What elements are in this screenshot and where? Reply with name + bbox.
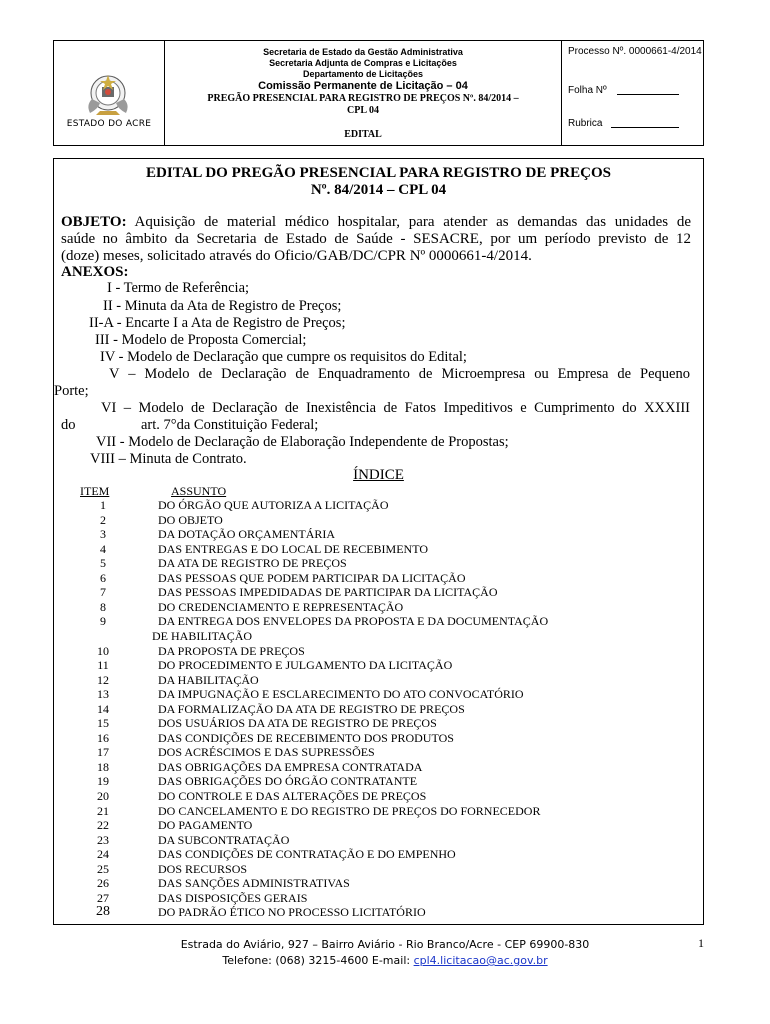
anexo-item: V – Modelo de Declaração de Enquadramento de Microempresa ou Empresa de Pequeno <box>109 366 690 382</box>
row-subject: DO CANCELAMENTO E DO REGISTRO DE PREÇOS DO FORNECEDOR <box>158 803 541 818</box>
row-subject: DOS USUÁRIOS DA ATA DE REGISTRO DE PREÇOS <box>158 716 437 731</box>
row-number: 7 <box>100 585 106 600</box>
header-title-cell <box>165 41 562 145</box>
folha-text: Folha Nº <box>568 85 607 96</box>
row-subject: DA FORMALIZAÇÃO DA ATA DE REGISTRO DE PREÇOS <box>158 701 465 716</box>
page-number: 1 <box>698 936 704 950</box>
anexo-item: II - Minuta da Ata de Registro de Preços; <box>103 298 342 314</box>
row-subject: DA DOTAÇÃO ORÇAMENTÁRIA <box>158 527 336 542</box>
document-footer <box>0 937 770 969</box>
row-number: 23 <box>97 832 109 847</box>
row-subject: DA ATA DE REGISTRO DE PREÇOS <box>158 556 347 571</box>
footer-address: Estrada do Aviário, 927 – Bairro Aviário - Rio Branco/Acre - CEP 69900-830 <box>180 938 590 951</box>
row-subject: DO OBJETO <box>158 512 223 527</box>
row-number: 3 <box>100 527 106 542</box>
header-line-1: Secretaria de Estado da Gestão Administrativa <box>263 47 463 57</box>
footer-phone: Telefone: (068) 3215-4600 E-mail: <box>222 954 411 967</box>
objeto-line-2: saúde no âmbito da Secretaria de Estado de Saúde - SESACRE, por um período previsto de 12 <box>61 231 691 247</box>
row-number: 27 <box>97 890 109 905</box>
row-subject: DO CONTROLE E DAS ALTERAÇÕES DE PREÇOS <box>158 789 427 803</box>
anexo-item: IV - Modelo de Declaração que cumpre os requisitos do Edital; <box>100 349 467 365</box>
row-number: 10 <box>97 643 109 658</box>
row-number: 2 <box>100 512 106 527</box>
rubrica-text: Rubrica <box>568 118 603 129</box>
row-subject: DA IMPUGNAÇÃO E ESCLARECIMENTO DO ATO CONVOCATÓRIO <box>158 687 524 702</box>
row-subject: DA PROPOSTA DE PREÇOS <box>158 643 305 658</box>
row-subject: DAS ENTREGAS E DO LOCAL DE RECEBIMENTO <box>158 541 428 556</box>
anexo-item: III - Modelo de Proposta Comercial; <box>95 332 307 348</box>
row-number: 21 <box>97 803 109 818</box>
row-number: 26 <box>97 876 109 891</box>
row-number: 19 <box>97 774 109 789</box>
row-number: 13 <box>97 687 109 702</box>
folha-label <box>568 85 679 96</box>
anexo-item: II-A - Encarte I a Ata de Registro de Preços; <box>89 315 346 331</box>
header-line-7: EDITAL <box>344 129 382 140</box>
row-number: 6 <box>100 570 106 585</box>
state-label: ESTADO DO ACRE <box>66 119 152 129</box>
row-subject: DO PADRÃO ÉTICO NO PROCESSO LICITATÓRIO <box>158 905 426 920</box>
row-subject: DAS OBRIGAÇÕES DO ÓRGÃO CONTRATANTE <box>158 774 418 789</box>
row-subject: DAS OBRIGAÇÕES DA EMPRESA CONTRATADA <box>158 759 423 774</box>
footer-email-link[interactable]: cpl4.licitacao@ac.gov.br <box>413 954 548 967</box>
row-subject: DAS CONDIÇÕES DE RECEBIMENTO DOS PRODUTOS <box>158 730 454 745</box>
header-line-6: CPL 04 <box>347 105 379 116</box>
anexo-item: I - Termo de Referência; <box>107 280 250 296</box>
anexo-item: Porte; <box>54 383 89 399</box>
header-line-5: PREGÃO PRESENCIAL PARA REGISTRO DE PREÇOS Nº. 84/2014 – <box>207 93 519 104</box>
row-subject: DAS CONDIÇÕES DE CONTRATAÇÃO E DO EMPENHO <box>158 847 456 862</box>
row-number: 16 <box>97 730 109 745</box>
row-subject: DO PAGAMENTO <box>158 818 253 833</box>
row-subject: DAS DISPOSIÇÕES GERAIS <box>158 890 308 905</box>
header-line-3: Departamento de Licitações <box>302 69 424 79</box>
anexo-item: do <box>61 417 76 433</box>
row-subject: DAS PESSOAS IMPEDIDADAS DE PARTICIPAR DA LICITAÇÃO <box>158 585 498 600</box>
row-subject: DO CREDENCIAMENTO E REPRESENTAÇÃO <box>158 599 404 614</box>
row-number: 9 <box>100 614 106 629</box>
row-subject: DOS RECURSOS <box>158 861 248 876</box>
row-subject: DAS PESSOAS QUE PODEM PARTICIPAR DA LICITAÇÃO <box>158 570 466 585</box>
row-subject: DO PROCEDIMENTO E JULGAMENTO DA LICITAÇÃO <box>158 658 453 673</box>
row-number: 5 <box>100 556 106 571</box>
edital-title-line-1: EDITAL DO PREGÃO PRESENCIAL PARA REGISTRO DE PREÇOS <box>146 165 611 181</box>
row-number: 11 <box>97 658 109 673</box>
state-seal-icon <box>82 69 134 121</box>
row-subject: DA HABILITAÇÃO <box>158 672 259 687</box>
row-number: 20 <box>97 789 109 803</box>
rubrica-blank <box>611 127 679 128</box>
row-number: 12 <box>97 672 109 687</box>
row-subject: DAS SANÇÕES ADMINISTRATIVAS <box>158 876 350 891</box>
header-line-4: Comissão Permanente de Licitação – 04 <box>258 80 468 92</box>
objeto-text-1: Aquisição de material médico hospitalar, para atender as demandas das unidades de <box>134 214 691 230</box>
header-line-2: Secretaria Adjunta de Compras e Licitações <box>269 58 457 68</box>
row-subject: DE HABILITAÇÃO <box>152 628 253 643</box>
header-logo-cell <box>54 41 165 145</box>
edital-title-line-2: Nº. 84/2014 – CPL 04 <box>310 182 447 198</box>
objeto-line-1 <box>61 214 691 231</box>
anexo-item: VII - Modelo de Declaração de Elaboração Independente de Propostas; <box>96 434 509 450</box>
row-number: 24 <box>97 847 109 862</box>
row-number: 15 <box>97 716 109 731</box>
row-subject: DO ÓRGÃO QUE AUTORIZA A LICITAÇÃO <box>158 498 389 512</box>
header-process-cell <box>562 41 703 145</box>
edital-content-box <box>53 158 704 925</box>
row-number: 17 <box>97 745 109 760</box>
folha-blank <box>617 94 679 95</box>
row-number: 1 <box>100 498 106 512</box>
anexos-label: ANEXOS: <box>61 264 129 280</box>
objeto-line-3: (doze) meses, solicitado através do Oficio/GAB/DC/CPR Nº 0000661-4/2014. <box>61 248 532 264</box>
row-number: 28 <box>96 904 110 920</box>
row-number: 14 <box>97 701 109 716</box>
anexo-item: VI – Modelo de Declaração de Inexistência de Fatos Impeditivos e Cumprimento do XXXIII <box>101 400 690 416</box>
anexo-item: art. 7°da Constituição Federal; <box>141 417 319 433</box>
row-number: 8 <box>100 599 106 614</box>
row-number: 18 <box>97 759 109 774</box>
row-subject: DA SUBCONTRATAÇÃO <box>158 832 290 847</box>
process-number: Processo Nº. 0000661-4/2014 <box>568 46 702 57</box>
rubrica-label <box>568 118 679 129</box>
anexo-item: VIII – Minuta de Contrato. <box>90 451 247 467</box>
col-head-item: ITEM <box>80 484 110 498</box>
row-number: 22 <box>97 818 109 833</box>
indice-title: ÍNDICE <box>353 467 404 483</box>
objeto-label: OBJETO: <box>61 214 127 230</box>
col-head-assunto: ASSUNTO <box>171 484 227 498</box>
row-number: 25 <box>97 861 109 876</box>
row-subject: DA ENTREGA DOS ENVELOPES DA PROPOSTA E DA DOCUMENTAÇÃO <box>158 614 549 629</box>
row-subject: DOS ACRÉSCIMOS E DAS SUPRESSÕES <box>158 745 375 760</box>
document-header <box>53 40 704 146</box>
row-number: 4 <box>100 541 106 556</box>
footer-contact <box>0 953 770 969</box>
